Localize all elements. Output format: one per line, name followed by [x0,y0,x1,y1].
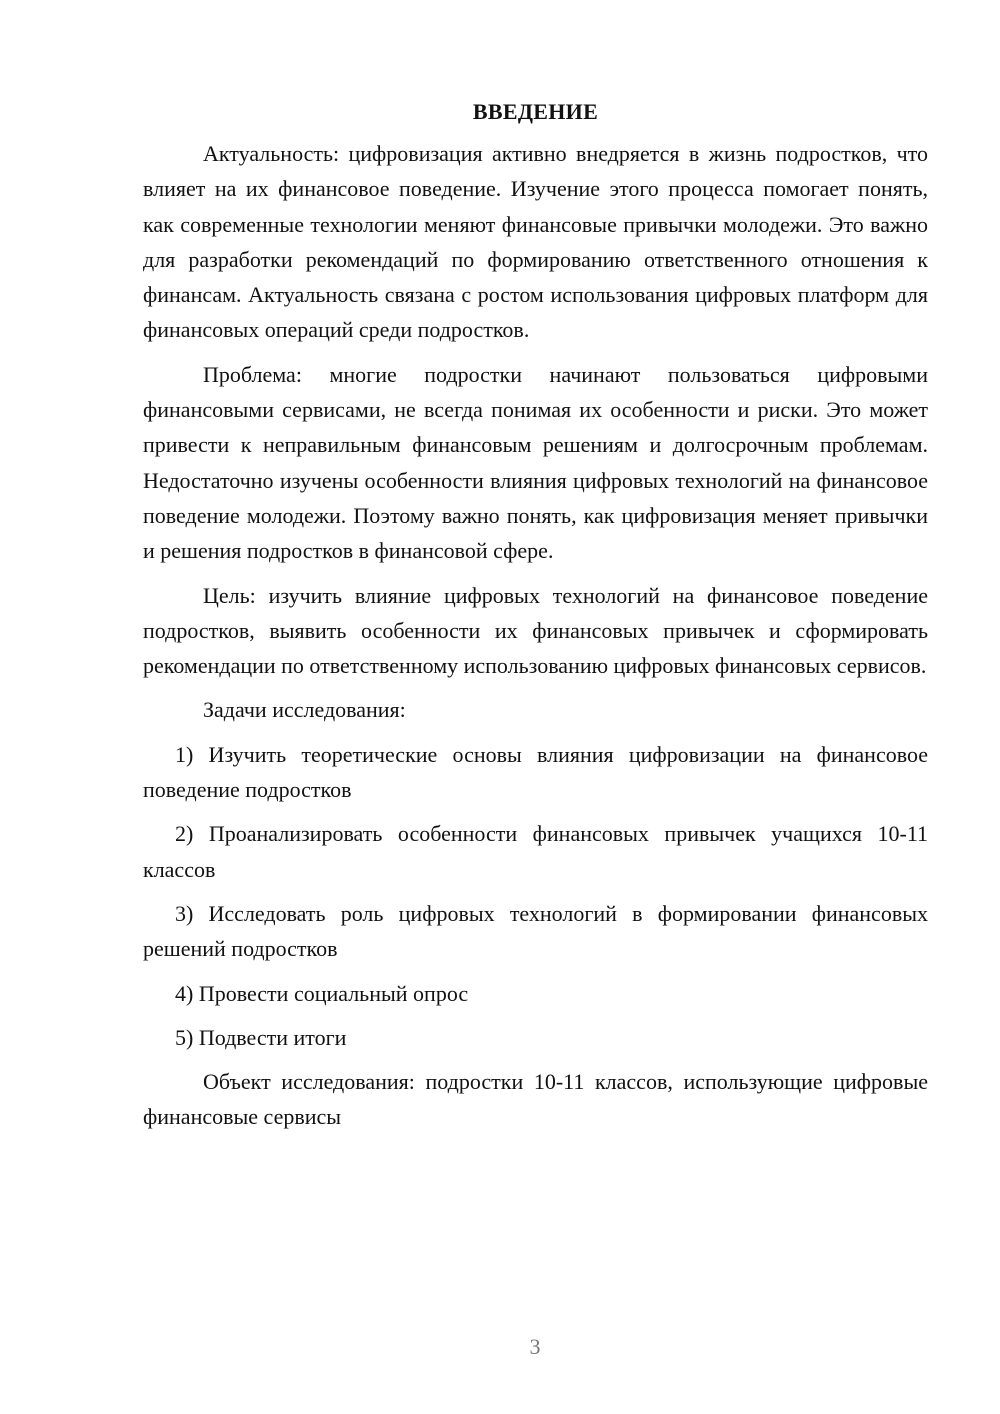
task-item-3: 3) Исследовать роль цифровых технологий в формировании финансовых решений подростков [143,900,928,962]
document-body [143,97,928,1144]
paragraph-object: Объект исследования: подростки 10-11 классов, использующие цифровые финансовые сервисы [143,1069,928,1130]
section-title: ВВЕДЕНИЕ [472,99,599,124]
task-item-2: 2) Проанализировать особенности финансовых привычек учащихся 10-11 классов [143,821,928,882]
task-item-5: 5) Подвести итоги [175,1024,347,1050]
paragraph-relevance: Актуальность: цифровизация активно внедряется в жизнь подростков, что влияет на их финансовое поведение. Изучение этого процесса помогает понять, как современные технологии меняют финансовые привычки молодежи. Это важно для разработки рекомендаций по формированию ответственного отношения к финансам. Актуальность связана с ростом использования цифровых платформ для финансовых операций среди подростков. [143,141,928,343]
page-number: 3 [529,1334,541,1359]
task-item-1: 1) Изучить теоретические основы влияния цифровизации на финансовое поведение подростков [143,741,928,803]
tasks-heading: Задачи исследования: [203,697,406,723]
tasks-list [143,737,928,1055]
task-item-4: 4) Провести социальный опрос [175,980,469,1006]
paragraph-problem: Проблема: многие подростки начинают пользоваться цифровыми финансовыми сервисами, не всегда понимая их особенности и риски. Это может привести к неправильным финансовым решениям и долгосрочным проблемам. Недостаточно изучены особенности влияния цифровых технологий на финансовое поведение молодежи. Поэтому важно понять, как цифровизация меняет привычки и решения подростков в финансовой сфере. [143,361,928,564]
paragraph-goal: Цель: изучить влияние цифровых технологий на финансовое поведение подростков, выявить особенности их финансовых привычек и сформировать рекомендации по ответственному использованию цифровых финансовых сервисов. [143,582,928,679]
